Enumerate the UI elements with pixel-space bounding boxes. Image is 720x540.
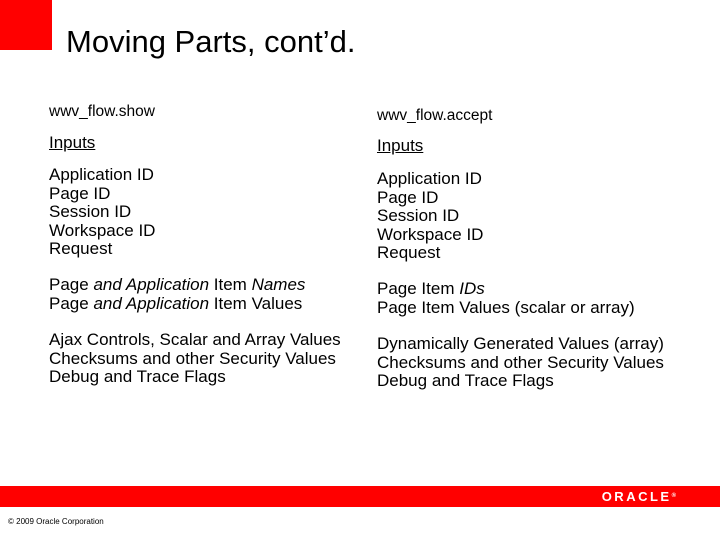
left-item-line: Page and Application Item Values (49, 293, 303, 313)
right-id-item: Session ID (377, 206, 460, 225)
oracle-logo: ORACLE® (601, 489, 676, 504)
left-extras-list (49, 331, 341, 387)
left-extra-item: Debug and Trace Flags (49, 367, 226, 386)
right-extra-item: Debug and Trace Flags (377, 371, 554, 390)
left-column-heading: wwv_flow.show (49, 103, 155, 120)
left-id-item: Session ID (49, 202, 132, 221)
right-id-item: Application ID (377, 169, 482, 188)
left-id-item: Application ID (49, 165, 154, 184)
right-extra-item: Dynamically Generated Values (array) (377, 334, 664, 353)
right-id-item: Workspace ID (377, 224, 484, 244)
left-id-item: Page ID (49, 183, 111, 203)
right-inputs-label: Inputs (377, 136, 424, 155)
left-item-line: Page and Application Item Names (49, 275, 306, 294)
right-column-heading: wwv_flow.accept (377, 107, 493, 124)
right-id-list (377, 170, 483, 263)
right-extra-item: Checksums and other Security Values (377, 352, 664, 372)
left-inputs-label: Inputs (49, 133, 96, 152)
left-item-list (49, 276, 305, 313)
right-item-line: Page Item IDs (377, 279, 485, 298)
right-id-item: Page ID (377, 187, 439, 207)
left-id-item: Workspace ID (49, 220, 156, 240)
right-item-line: Page Item Values (scalar or array) (377, 297, 635, 317)
right-id-item: Request (377, 243, 441, 262)
right-extras-list (377, 335, 664, 391)
brand-red-square (0, 0, 52, 50)
slide-title: Moving Parts, cont’d. (66, 24, 356, 59)
left-id-list (49, 166, 155, 259)
left-id-item: Request (49, 239, 113, 258)
right-item-list (377, 280, 635, 317)
left-extra-item: Checksums and other Security Values (49, 348, 336, 368)
copyright-notice: © 2009 Oracle Corporation (8, 517, 104, 526)
left-extra-item: Ajax Controls, Scalar and Array Values (49, 330, 341, 349)
